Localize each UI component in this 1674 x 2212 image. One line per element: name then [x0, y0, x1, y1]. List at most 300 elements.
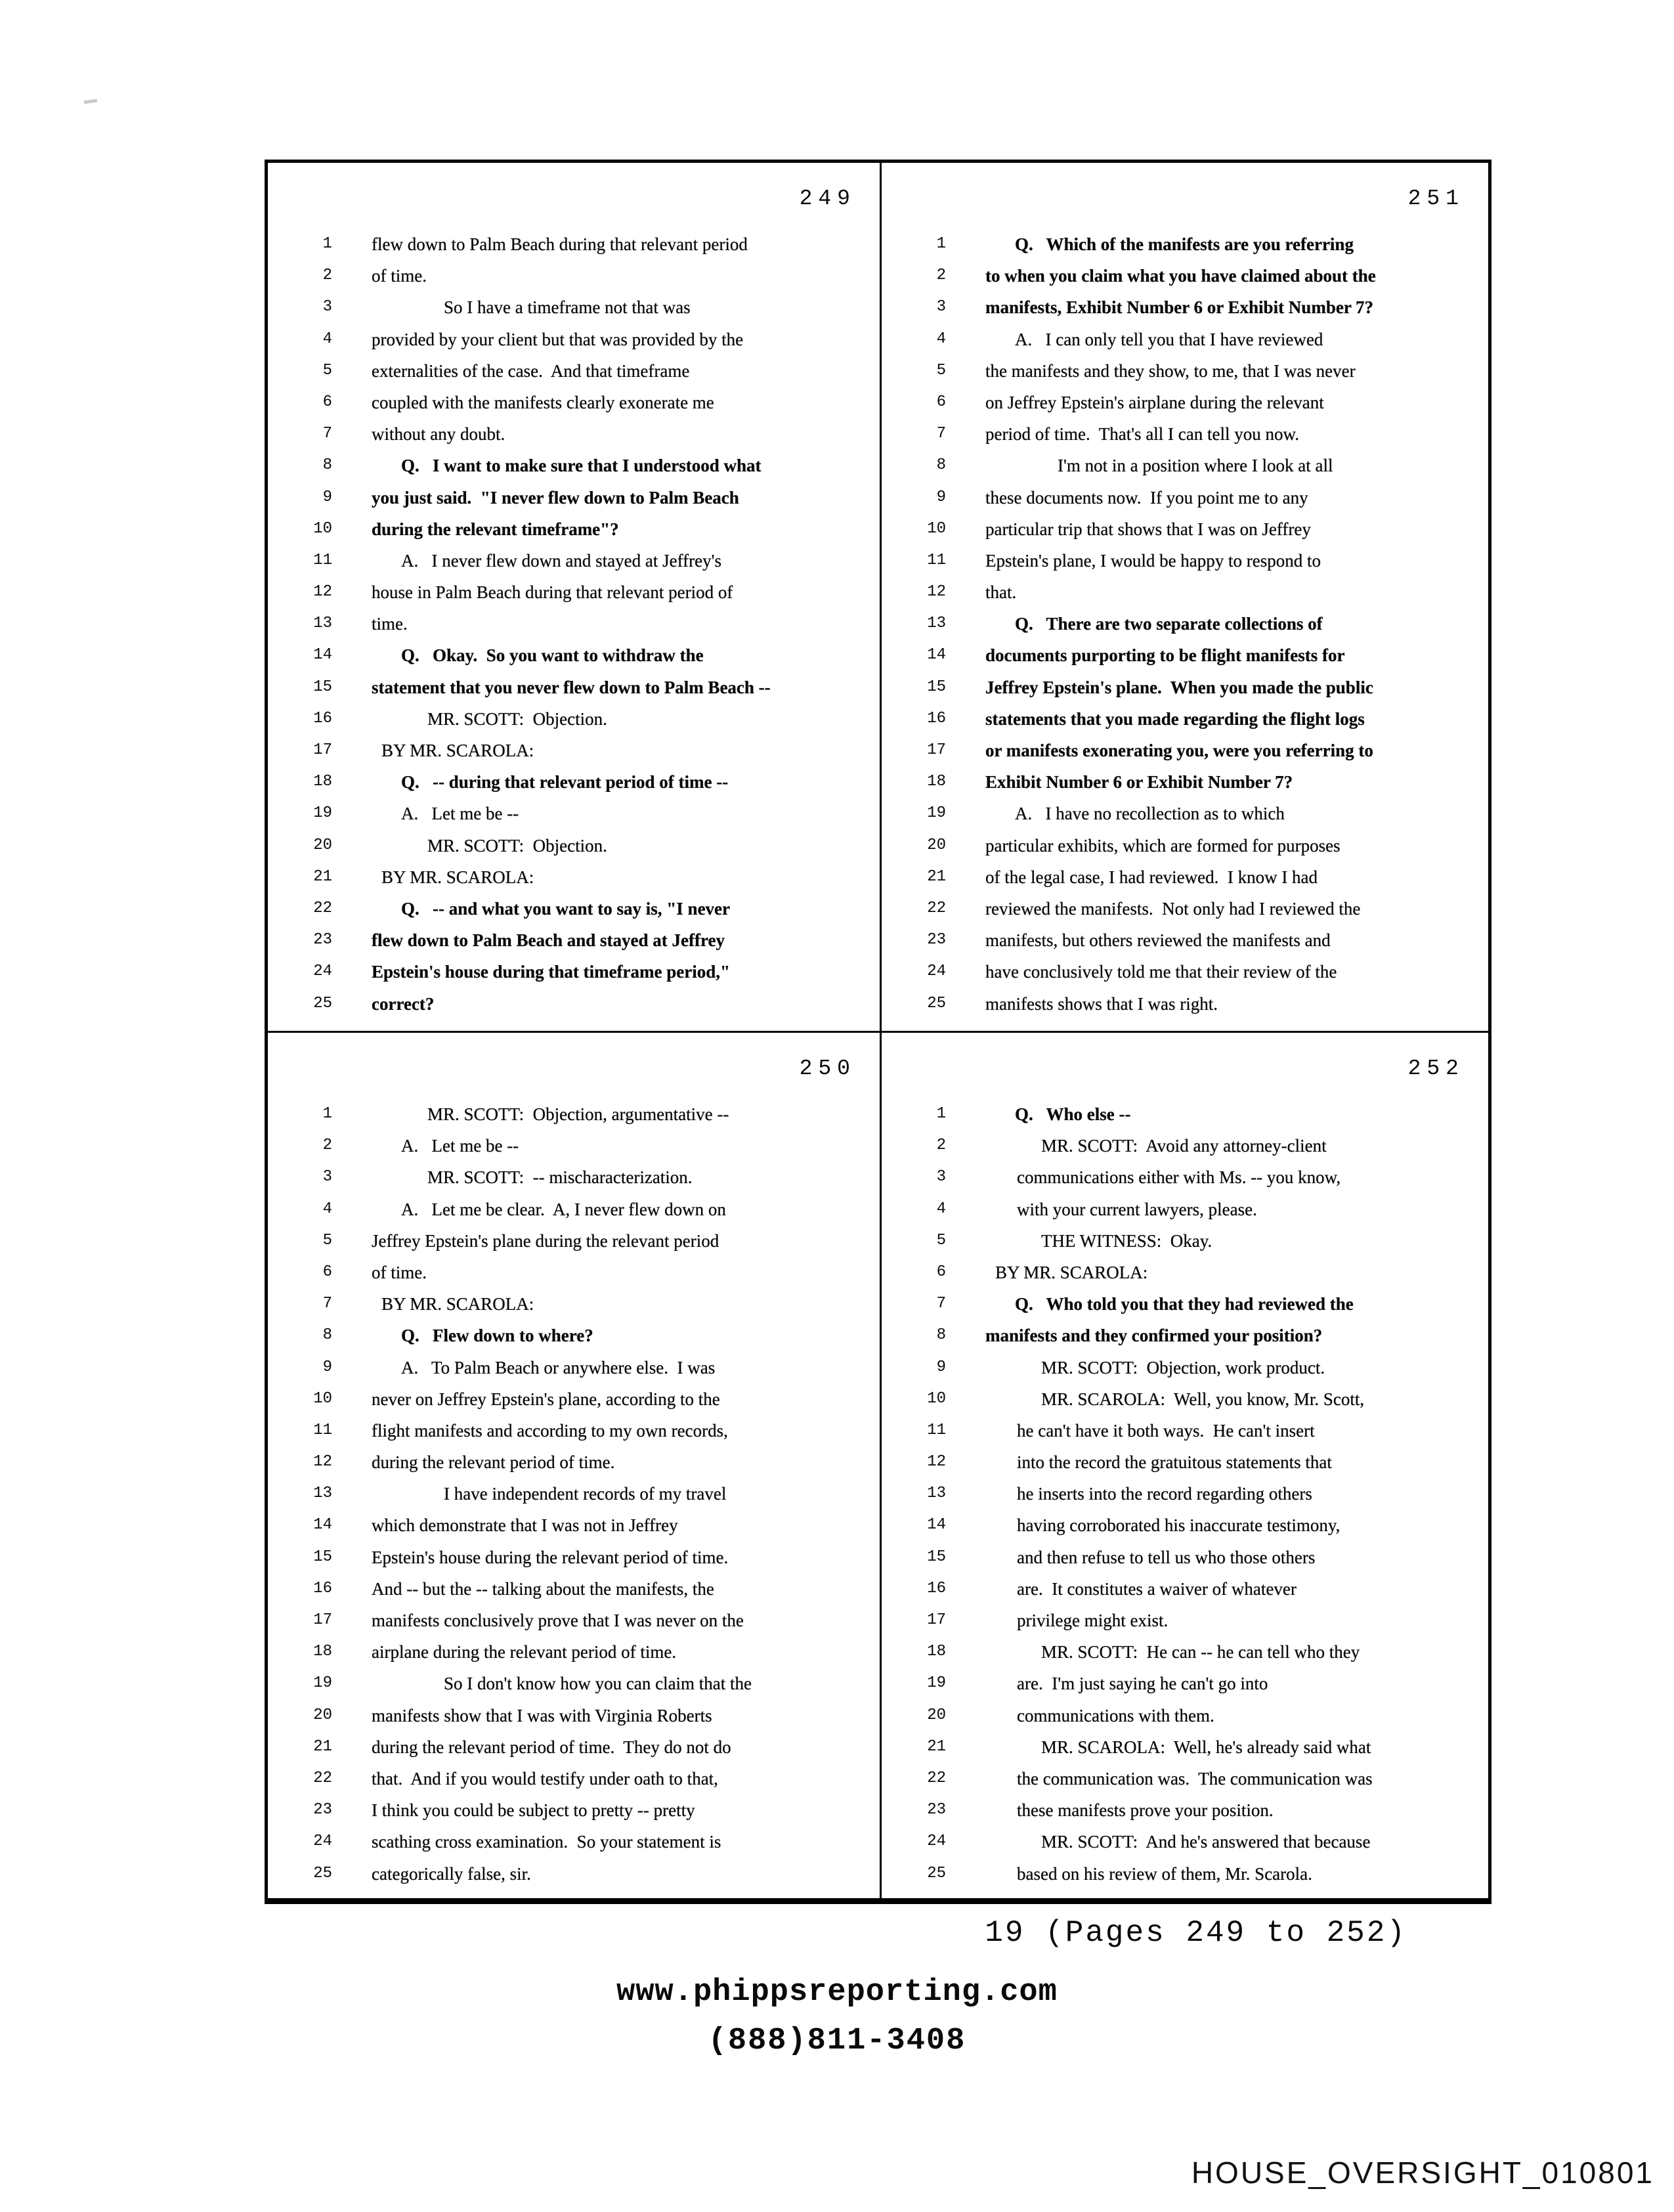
line-number: 24 — [313, 963, 332, 981]
line-text: BY MR. SCAROLA: — [995, 1262, 1148, 1282]
line-number: 23 — [313, 931, 332, 949]
line-text: I think you could be subject to pretty -- pretty — [372, 1800, 695, 1821]
transcript-line — [268, 640, 880, 671]
transcript-line — [882, 1130, 1488, 1161]
line-text: having corroborated his inaccurate testimony, — [1017, 1515, 1341, 1536]
transcript-line — [882, 1288, 1488, 1320]
line-text: airplane during the relevant period of time. — [372, 1642, 677, 1662]
transcript-line — [268, 355, 880, 387]
transcript-line — [268, 1098, 880, 1130]
line-number: 11 — [313, 551, 332, 569]
transcript-line — [268, 324, 880, 355]
line-number: 4 — [322, 330, 332, 348]
line-number: 16 — [927, 1579, 946, 1597]
reporter-website: www.phippsreporting.com — [616, 1975, 1058, 2010]
transcript-line — [882, 450, 1488, 481]
line-text: THE WITNESS: Okay. — [1041, 1230, 1213, 1251]
line-text: are. It constitutes a waiver of whatever — [1017, 1578, 1297, 1599]
scan-artifact — [84, 99, 98, 104]
transcript-line — [268, 260, 880, 292]
transcript-line — [268, 1542, 880, 1573]
line-number: 15 — [927, 1548, 946, 1566]
line-text: Q. I want to make sure that I understood what — [401, 456, 762, 476]
line-text: privilege might exist. — [1017, 1611, 1169, 1630]
transcript-line — [882, 355, 1488, 387]
transcript-line — [882, 672, 1488, 703]
line-number: 24 — [927, 1832, 946, 1851]
line-text: these documents now. If you point me to any — [985, 487, 1308, 508]
line-text: Epstein's plane, I would be happy to respond to — [985, 550, 1321, 571]
line-text: statement that you never flew down to Palm Beach -- — [372, 677, 771, 697]
line-text: A. To Palm Beach or anywhere else. I was — [401, 1357, 716, 1377]
line-number: 10 — [927, 1389, 946, 1408]
line-text: Exhibit Number 6 or Exhibit Number 7? — [985, 772, 1293, 792]
line-number: 10 — [313, 519, 332, 538]
line-number: 14 — [313, 646, 332, 664]
transcript-line — [268, 1320, 880, 1351]
line-number: 9 — [936, 1358, 946, 1376]
transcript-line — [882, 1098, 1488, 1130]
transcript-line — [268, 1700, 880, 1731]
line-text: particular exhibits, which are formed for purposes — [985, 835, 1341, 856]
line-number: 4 — [936, 1200, 946, 1218]
transcript-line — [882, 703, 1488, 735]
transcript-line — [882, 1573, 1488, 1605]
line-number: 10 — [927, 519, 946, 538]
line-number: 12 — [313, 1453, 332, 1471]
transcript-line — [268, 1130, 880, 1161]
line-text: Jeffrey Epstein's plane during the relevant period — [372, 1230, 719, 1251]
transcript-line — [268, 482, 880, 513]
line-text: documents purporting to be flight manifests for — [985, 645, 1345, 666]
page-lines — [268, 228, 880, 1020]
line-number: 10 — [313, 1389, 332, 1408]
line-number: 14 — [927, 1516, 946, 1534]
line-text: manifests shows that I was right. — [985, 993, 1218, 1014]
page-number: 250 — [799, 1056, 856, 1081]
line-text: Q. There are two separate collections of — [1015, 614, 1323, 634]
transcript-line — [268, 1668, 880, 1699]
transcript-line — [268, 292, 880, 323]
line-number: 5 — [936, 1231, 946, 1249]
line-text: A. I never flew down and stayed at Jeffrey's — [401, 550, 721, 571]
line-number: 2 — [936, 1137, 946, 1155]
transcript-line — [268, 988, 880, 1020]
line-text: to when you claim what you have claimed about the — [985, 266, 1376, 286]
transcript-line — [268, 418, 880, 450]
line-text: during the relevant timeframe"? — [372, 519, 619, 539]
line-number: 19 — [927, 1674, 946, 1693]
line-text: without any doubt. — [372, 424, 505, 445]
transcript-line — [882, 1352, 1488, 1383]
line-text: and then refuse to tell us who those others — [1017, 1547, 1316, 1567]
line-number: 25 — [927, 994, 946, 1012]
line-text: Epstein's house during that timeframe period," — [372, 962, 730, 982]
line-text: Q. -- during that relevant period of time -- — [401, 772, 729, 792]
line-text: flew down to Palm Beach during that relevant period — [372, 234, 748, 254]
transcript-line — [882, 608, 1488, 640]
line-text: during the relevant period of time. — [372, 1452, 615, 1473]
transcript-line — [882, 1858, 1488, 1890]
line-number: 19 — [313, 1674, 332, 1693]
transcript-line — [268, 1731, 880, 1763]
line-number: 4 — [322, 1200, 332, 1218]
line-text: the communication was. The communication was — [1017, 1768, 1373, 1789]
line-text: BY MR. SCAROLA: — [381, 1294, 534, 1314]
line-text: MR. SCOTT: Avoid any attorney-client — [1041, 1136, 1327, 1156]
line-number: 19 — [927, 804, 946, 823]
line-number: 21 — [313, 867, 332, 886]
line-text: of time. — [372, 1262, 427, 1282]
line-text: manifests, but others reviewed the manifests and — [985, 930, 1331, 951]
transcript-line — [268, 830, 880, 861]
transcript-line — [882, 576, 1488, 608]
transcript-line — [268, 1509, 880, 1541]
transcript-line — [882, 1225, 1488, 1257]
line-text: never on Jeffrey Epstein's plane, according to the — [372, 1389, 720, 1409]
transcript-line — [268, 766, 880, 798]
line-number: 20 — [927, 836, 946, 854]
transcript-line — [882, 482, 1488, 513]
page-lines — [268, 1098, 880, 1890]
line-text: So I don't know how you can claim that the — [444, 1674, 752, 1694]
line-text: MR. SCAROLA: Well, he's already said what — [1041, 1737, 1371, 1757]
line-text: are. I'm just saying he can't go into — [1017, 1674, 1268, 1694]
line-number: 13 — [313, 615, 332, 633]
line-number: 6 — [322, 1263, 332, 1281]
line-text: of the legal case, I had reviewed. I know I had — [985, 867, 1318, 887]
line-text: A. I have no recollection as to which — [1015, 804, 1285, 824]
transcript-line — [268, 1288, 880, 1320]
line-number: 20 — [313, 1706, 332, 1724]
line-number: 25 — [313, 1864, 332, 1882]
line-text: externalities of the case. And that timeframe — [372, 360, 690, 381]
line-number: 5 — [322, 1231, 332, 1249]
transcript-line — [268, 798, 880, 829]
line-number: 18 — [927, 773, 946, 791]
transcript-page-251 — [882, 163, 1488, 1031]
transcript-line — [882, 924, 1488, 956]
transcript-page-252 — [882, 1033, 1488, 1898]
line-text: MR. SCOTT: Objection. — [427, 708, 607, 729]
line-number: 3 — [936, 1168, 946, 1186]
line-text: of time. — [372, 266, 427, 286]
line-text: into the record the gratuitous statements that — [1017, 1452, 1332, 1473]
transcript-line — [882, 956, 1488, 987]
line-text: he inserts into the record regarding others — [1017, 1484, 1312, 1504]
line-number: 2 — [322, 267, 332, 285]
line-text: BY MR. SCAROLA: — [381, 741, 534, 760]
line-number: 20 — [313, 836, 332, 854]
transcript-line — [268, 450, 880, 481]
transcript-line — [882, 1446, 1488, 1478]
transcript-line — [268, 1161, 880, 1193]
line-text: particular trip that shows that I was on Jeffrey — [985, 519, 1311, 539]
transcript-line — [882, 324, 1488, 355]
transcript-line — [882, 1257, 1488, 1288]
line-text: MR. SCOTT: Objection, argumentative -- — [427, 1104, 729, 1124]
pages-range-label: 19 (Pages 249 to 252) — [985, 1916, 1407, 1950]
line-number: 13 — [313, 1485, 332, 1503]
line-text: these manifests prove your position. — [1017, 1800, 1274, 1821]
line-text: Q. Okay. So you want to withdraw the — [401, 645, 704, 666]
line-text: I'm not in a position where I look at all — [1058, 456, 1333, 476]
page-lines — [882, 228, 1488, 1020]
line-text: And -- but the -- talking about the manifests, the — [372, 1578, 714, 1599]
transcript-line — [882, 1794, 1488, 1826]
line-number: 16 — [927, 709, 946, 727]
line-text: he can't have it both ways. He can't insert — [1017, 1420, 1315, 1441]
line-number: 16 — [313, 709, 332, 727]
reporter-phone: (888)811-3408 — [708, 2024, 966, 2058]
transcript-line — [268, 1605, 880, 1636]
line-text: MR. SCOTT: And he's answered that because — [1041, 1832, 1371, 1852]
page-number: 251 — [1407, 186, 1465, 211]
line-number: 23 — [927, 1801, 946, 1819]
line-number: 18 — [313, 1643, 332, 1661]
transcript-page-250 — [268, 1033, 880, 1898]
transcript-line — [882, 1700, 1488, 1731]
line-number: 1 — [936, 1105, 946, 1123]
line-text: correct? — [372, 993, 435, 1014]
line-text: reviewed the manifests. Not only had I reviewed the — [985, 898, 1361, 919]
line-text: Jeffrey Epstein's plane. When you made the public — [985, 677, 1373, 697]
line-number: 7 — [936, 1295, 946, 1313]
transcript-line — [268, 1763, 880, 1794]
line-number: 21 — [927, 867, 946, 886]
transcript-line — [268, 228, 880, 260]
line-text: based on his review of them, Mr. Scarola. — [1017, 1863, 1312, 1884]
line-number: 2 — [936, 267, 946, 285]
line-text: manifests and they confirmed your position? — [985, 1326, 1323, 1346]
line-number: 16 — [313, 1579, 332, 1597]
transcript-line — [882, 1763, 1488, 1794]
transcript-line — [268, 387, 880, 418]
line-number: 3 — [322, 1168, 332, 1186]
transcript-line — [268, 893, 880, 924]
transcript-line — [882, 545, 1488, 576]
line-number: 20 — [927, 1706, 946, 1724]
transcript-line — [882, 735, 1488, 766]
line-number: 23 — [927, 931, 946, 949]
line-text: house in Palm Beach during that relevant period of — [372, 582, 733, 603]
line-number: 9 — [936, 488, 946, 506]
line-number: 24 — [313, 1832, 332, 1851]
line-number: 11 — [313, 1421, 332, 1439]
transcript-line — [268, 576, 880, 608]
transcript-line — [882, 798, 1488, 829]
line-number: 5 — [322, 361, 332, 380]
line-number: 11 — [927, 551, 946, 569]
line-text: Q. -- and what you want to say is, "I never — [401, 898, 731, 919]
line-number: 8 — [322, 1326, 332, 1345]
line-text: Q. Which of the manifests are you referring — [1015, 234, 1354, 254]
transcript-line — [882, 893, 1488, 924]
transcript-line — [268, 672, 880, 703]
line-number: 8 — [936, 1326, 946, 1345]
line-text: Q. Who else -- — [1015, 1104, 1131, 1124]
line-text: period of time. That's all I can tell you now. — [985, 424, 1299, 445]
transcript-line — [268, 1257, 880, 1288]
line-number: 12 — [313, 583, 332, 601]
line-number: 12 — [927, 583, 946, 601]
transcript-line — [882, 1542, 1488, 1573]
transcript-line — [268, 1636, 880, 1668]
transcript-line — [882, 1415, 1488, 1446]
transcript-line — [882, 228, 1488, 260]
line-number: 3 — [322, 298, 332, 316]
transcript-line — [882, 292, 1488, 323]
transcript-line — [882, 1636, 1488, 1668]
line-number: 21 — [927, 1737, 946, 1756]
line-text: manifests conclusively prove that I was never on the — [372, 1611, 744, 1630]
line-number: 7 — [322, 1295, 332, 1313]
transcript-line — [268, 1225, 880, 1257]
line-text: communications with them. — [1017, 1705, 1214, 1725]
line-number: 15 — [927, 678, 946, 696]
transcript-line — [268, 1352, 880, 1383]
line-text: coupled with the manifests clearly exonerate me — [372, 392, 714, 412]
line-text: MR. SCAROLA: Well, you know, Mr. Scott, — [1041, 1389, 1365, 1409]
transcript-line — [882, 1478, 1488, 1509]
line-text: provided by your client but that was provided by the — [372, 329, 744, 349]
line-number: 22 — [313, 899, 332, 917]
transcript-line — [268, 513, 880, 545]
transcript-line — [882, 1826, 1488, 1857]
transcript-line — [268, 1826, 880, 1857]
transcript-line — [882, 1668, 1488, 1699]
transcript-line — [268, 1858, 880, 1890]
transcript-line — [882, 988, 1488, 1020]
line-number: 22 — [927, 1769, 946, 1787]
transcript-line — [882, 1731, 1488, 1763]
transcript-line — [268, 861, 880, 893]
line-number: 18 — [927, 1643, 946, 1661]
transcript-line — [268, 1478, 880, 1509]
line-text: Epstein's house during the relevant period of time. — [372, 1547, 729, 1567]
transcript-line — [268, 1446, 880, 1478]
line-number: 25 — [313, 994, 332, 1012]
line-number: 11 — [927, 1421, 946, 1439]
bates-number: HOUSE_OVERSIGHT_010801 — [1191, 2156, 1654, 2190]
transcript-line — [882, 260, 1488, 292]
line-number: 3 — [936, 298, 946, 316]
line-text: MR. SCOTT: -- mischaracterization. — [427, 1167, 693, 1188]
line-text: the manifests and they show, to me, that I was never — [985, 360, 1356, 381]
transcript-line — [882, 1194, 1488, 1225]
transcript-line — [268, 956, 880, 987]
transcript-line — [882, 1509, 1488, 1541]
line-text: or manifests exonerating you, were you referring to — [985, 741, 1373, 760]
line-number: 4 — [936, 330, 946, 348]
line-number: 22 — [927, 899, 946, 917]
line-text: that. And if you would testify under oath to that, — [372, 1768, 718, 1789]
line-text: So I have a timeframe not that was — [444, 297, 691, 318]
line-number: 13 — [927, 1485, 946, 1503]
line-text: that. — [985, 582, 1017, 603]
line-text: flew down to Palm Beach and stayed at Jeffrey — [372, 930, 725, 951]
transcript-line — [882, 1383, 1488, 1415]
line-text: A. Let me be clear. A, I never flew down on — [401, 1199, 726, 1219]
line-number: 8 — [322, 456, 332, 475]
line-text: Q. Who told you that they had reviewed the — [1015, 1294, 1354, 1314]
transcript-line — [268, 1383, 880, 1415]
line-number: 2 — [322, 1137, 332, 1155]
line-text: Q. Flew down to where? — [401, 1326, 593, 1346]
transcript-line — [882, 1161, 1488, 1193]
line-text: communications either with Ms. -- you know, — [1017, 1167, 1341, 1188]
line-number: 23 — [313, 1801, 332, 1819]
line-text: I have independent records of my travel — [444, 1484, 727, 1504]
line-number: 1 — [936, 235, 946, 253]
line-text: which demonstrate that I was not in Jeffrey — [372, 1515, 678, 1536]
line-number: 5 — [936, 361, 946, 380]
line-number: 15 — [313, 1548, 332, 1566]
line-number: 17 — [313, 741, 332, 759]
line-number: 14 — [313, 1516, 332, 1534]
page-number: 249 — [799, 186, 856, 211]
line-text: have conclusively told me that their review of the — [985, 962, 1337, 982]
line-text: MR. SCOTT: He can -- he can tell who they — [1041, 1642, 1360, 1662]
transcript-line — [882, 1605, 1488, 1636]
line-text: A. I can only tell you that I have reviewed — [1015, 329, 1323, 349]
transcript-line — [268, 924, 880, 956]
line-number: 1 — [322, 1105, 332, 1123]
page-number: 252 — [1407, 1056, 1465, 1081]
line-number: 15 — [313, 678, 332, 696]
transcript-line — [268, 1794, 880, 1826]
line-number: 7 — [322, 425, 332, 443]
line-text: manifests, Exhibit Number 6 or Exhibit Number 7? — [985, 297, 1374, 318]
line-number: 17 — [927, 741, 946, 759]
line-text: flight manifests and according to my own records, — [372, 1420, 728, 1441]
line-text: categorically false, sir. — [372, 1863, 531, 1884]
line-number: 9 — [322, 1358, 332, 1376]
line-text: scathing cross examination. So your statement is — [372, 1832, 721, 1852]
line-number: 1 — [322, 235, 332, 253]
transcript-page-249 — [268, 163, 880, 1031]
transcript-line — [882, 766, 1488, 798]
transcript-line — [882, 513, 1488, 545]
line-text: A. Let me be -- — [401, 1136, 519, 1156]
line-text: MR. SCOTT: Objection. — [427, 835, 607, 856]
line-number: 13 — [927, 615, 946, 633]
line-number: 18 — [313, 773, 332, 791]
line-number: 17 — [313, 1611, 332, 1629]
line-number: 12 — [927, 1453, 946, 1471]
transcript-line — [882, 1320, 1488, 1351]
line-number: 9 — [322, 488, 332, 506]
line-text: manifests show that I was with Virginia Roberts — [372, 1705, 712, 1725]
line-number: 17 — [927, 1611, 946, 1629]
line-number: 6 — [322, 393, 332, 411]
line-number: 6 — [936, 1263, 946, 1281]
line-text: BY MR. SCAROLA: — [381, 867, 534, 887]
line-text: during the relevant period of time. They do not do — [372, 1737, 731, 1757]
transcript-line — [268, 1415, 880, 1446]
line-number: 21 — [313, 1737, 332, 1756]
transcript-line — [882, 418, 1488, 450]
line-number: 25 — [927, 1864, 946, 1882]
line-text: A. Let me be -- — [401, 804, 519, 824]
line-number: 7 — [936, 425, 946, 443]
line-text: MR. SCOTT: Objection, work product. — [1041, 1357, 1325, 1377]
line-number: 14 — [927, 646, 946, 664]
transcript-line — [882, 830, 1488, 861]
line-number: 24 — [927, 963, 946, 981]
line-text: you just said. "I never flew down to Palm Beach — [372, 487, 739, 508]
transcript-grid — [265, 160, 1492, 1904]
